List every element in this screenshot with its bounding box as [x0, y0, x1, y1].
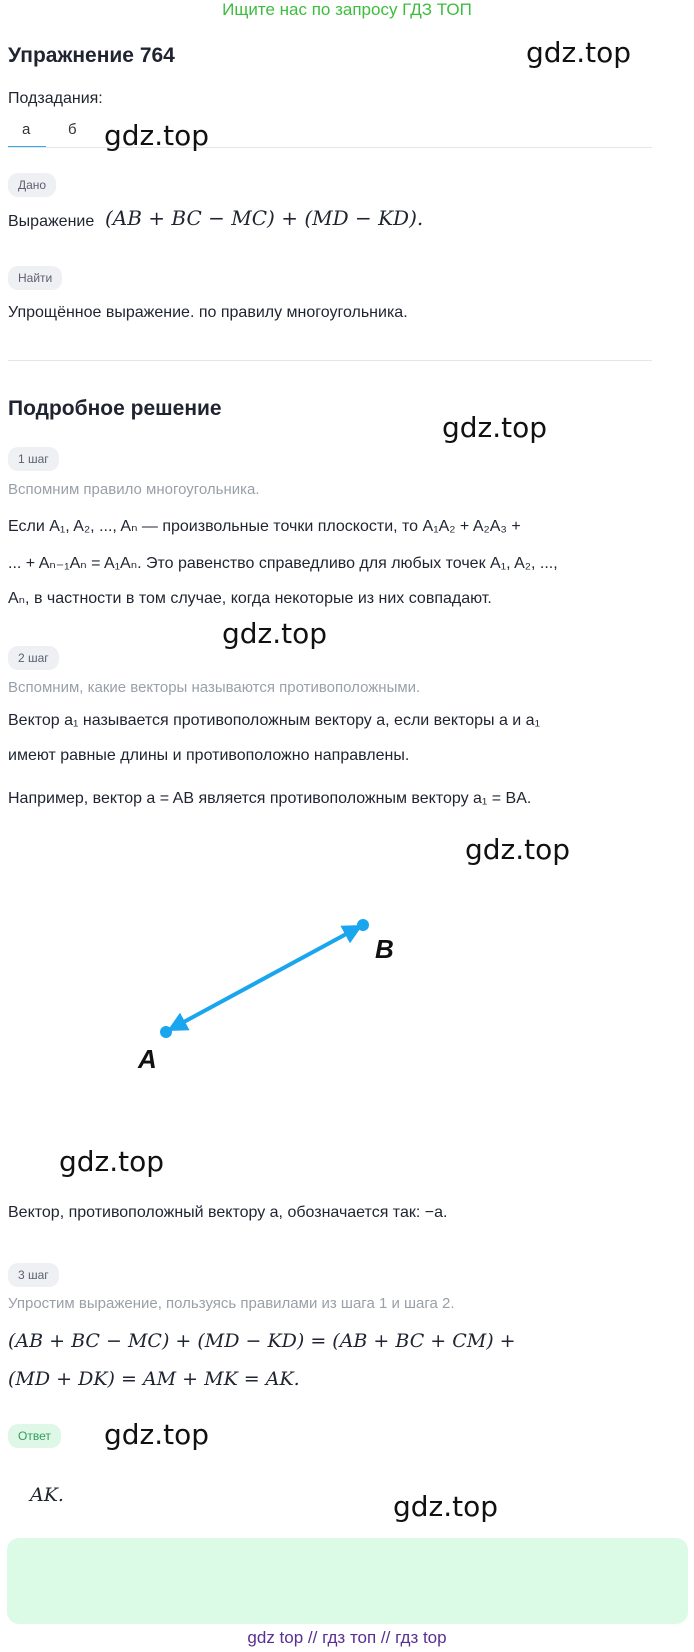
watermark: gdz.top: [104, 1418, 210, 1451]
step3-chip: 3 шаг: [8, 1263, 59, 1287]
step1-intro: Вспомним правило многоугольника.: [8, 481, 260, 498]
step1-line2: ... + Aₙ₋₁Aₙ = A₁Aₙ. Это равенство справедливо для любых точек A₁, A₂, ...,: [8, 555, 558, 572]
footer-links[interactable]: gdz top // гдз топ // гдз top: [247, 1628, 447, 1647]
step1-line3: Aₙ, в частности в том случае, когда некоторые из них совпадают.: [8, 590, 492, 607]
answer-box: [7, 1538, 688, 1624]
tab-a[interactable]: а: [22, 121, 31, 138]
given-expression: (AB + BC − MC) + (MD − KD).: [105, 206, 424, 230]
given-prefix: Выражение: [8, 213, 95, 230]
subtasks-label: Подзадания:: [8, 90, 103, 107]
watermark: gdz.top: [59, 1145, 165, 1178]
step2-intro: Вспомним, какие векторы называются противоположными.: [8, 679, 421, 696]
watermark: gdz.top: [442, 411, 548, 444]
step2-note: Вектор, противоположный вектору a, обозначается так: −a.: [8, 1204, 448, 1221]
point-a: [160, 1026, 172, 1038]
step2-line3: Например, вектор a = AB является противоположным вектору a₁ = BA.: [8, 790, 532, 807]
point-b-label: B: [375, 934, 394, 964]
step3-line2: (MD + DK) = AM + MK = AK.: [8, 1368, 300, 1390]
point-a-label: A: [138, 1044, 157, 1074]
find-text: Упрощённое выражение. по правилу многоугольника.: [8, 304, 408, 321]
watermark: gdz.top: [104, 119, 210, 152]
find-chip: Найти: [8, 266, 62, 290]
watermark: gdz.top: [465, 833, 571, 866]
step2-line1: Вектор a₁ называется противоположным вектору a, если векторы a и a₁: [8, 712, 540, 729]
page-title: Упражнение 764: [8, 44, 175, 67]
given-chip: Дано: [8, 173, 56, 197]
section-divider: [8, 360, 652, 361]
answer-chip: Ответ: [8, 1424, 61, 1448]
step1-chip: 1 шаг: [8, 447, 59, 471]
step3-line1: (AB + BC − MC) + (MD − KD) = (AB + BC + CM) +: [8, 1330, 516, 1352]
point-b: [357, 919, 369, 931]
vector-figure: [0, 880, 694, 1120]
watermark: gdz.top: [526, 36, 632, 69]
watermark: gdz.top: [222, 617, 328, 650]
step3-intro: Упростим выражение, пользуясь правилами из шага 1 и шага 2.: [8, 1295, 455, 1312]
solution-title: Подробное решение: [8, 397, 222, 420]
step2-chip: 2 шаг: [8, 646, 59, 670]
top-banner[interactable]: Ищите нас по запросу ГДЗ ТОП: [222, 0, 472, 19]
watermark: gdz.top: [393, 1490, 499, 1523]
step2-line2: имеют равные длины и противоположно направлены.: [8, 747, 410, 764]
vector-ab-line: [169, 926, 361, 1030]
answer-text: AK.: [30, 1484, 64, 1506]
tab-b[interactable]: б: [68, 121, 77, 138]
step1-line1: Если A₁, A₂, ..., Aₙ — произвольные точки плоскости, то A₁A₂ + A₂A₃ +: [8, 518, 521, 535]
